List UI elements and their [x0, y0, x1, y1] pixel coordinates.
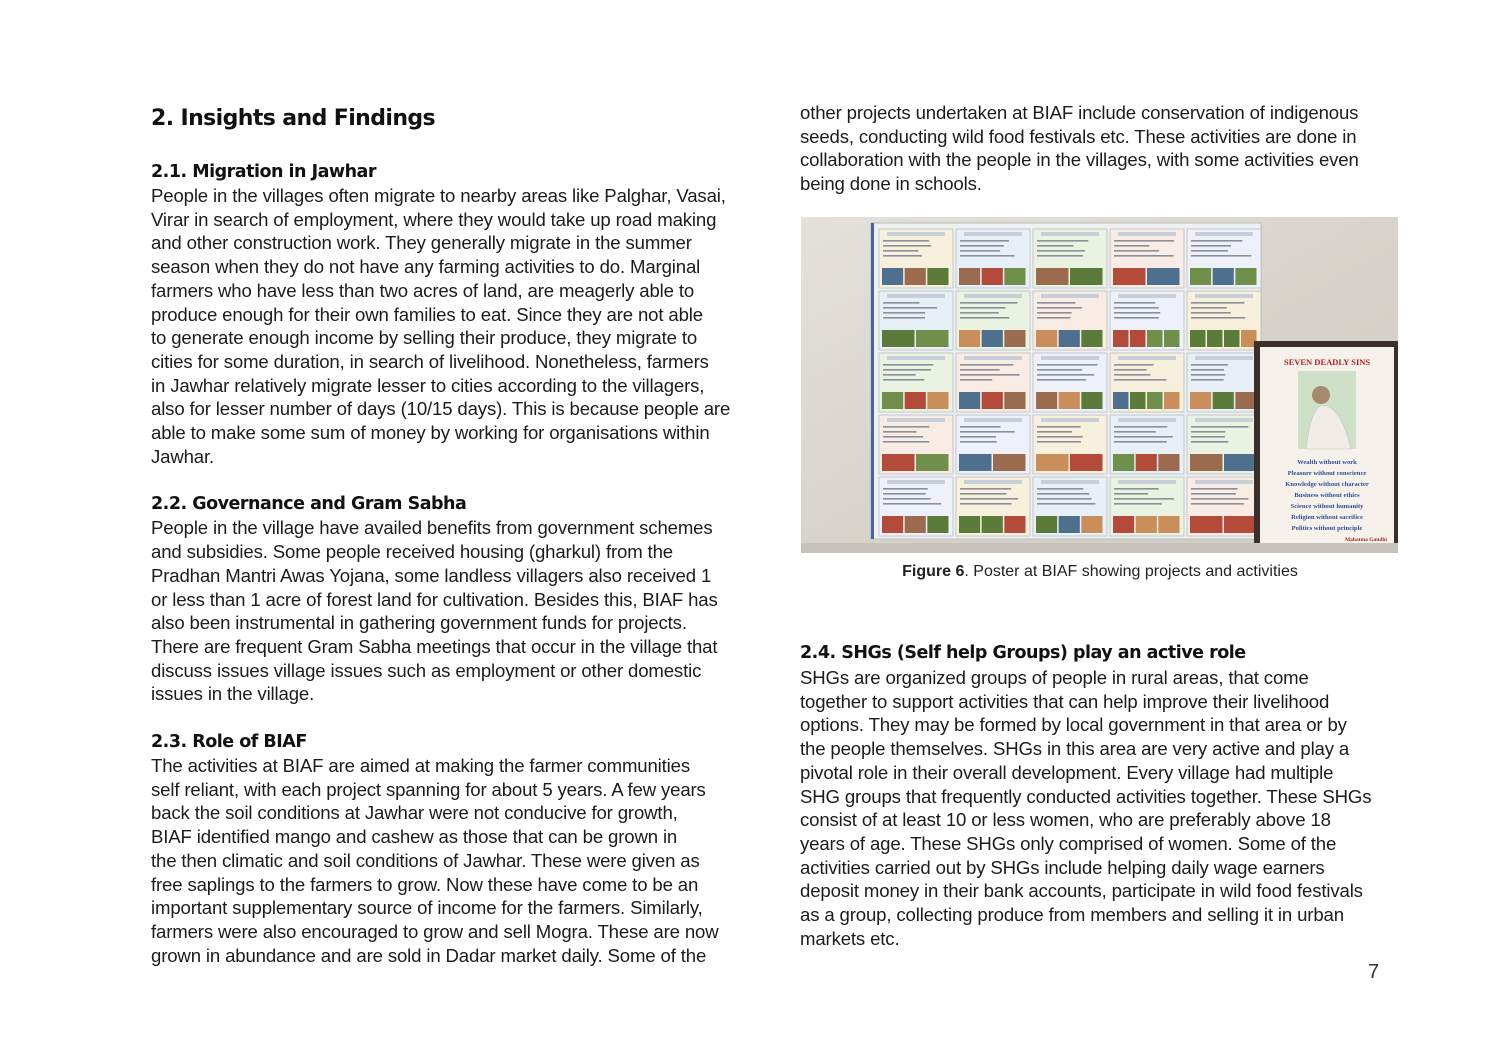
section-body-shg [800, 666, 1410, 950]
poster-panel-photo [1136, 516, 1157, 533]
poster-panel-text [1191, 250, 1228, 252]
figure-caption-text: . Poster at BIAF showing projects and activities [964, 563, 1298, 580]
poster-panel-header [887, 480, 945, 484]
poster-panel-text [883, 255, 922, 257]
poster-panel-photo [959, 454, 992, 471]
poster-photo-illustration [801, 217, 1398, 553]
poster-panel-text [1114, 498, 1174, 500]
poster-panel-header [1041, 480, 1099, 484]
poster-panel-text [1191, 426, 1248, 428]
poster-panel-header [964, 418, 1022, 422]
poster-panel-photo [1164, 392, 1180, 409]
poster-panel-text [1114, 317, 1159, 319]
poster-panel-photo [927, 268, 948, 285]
poster-panel-photo [993, 454, 1026, 471]
text-line: collaboration with the people in the villages, with some activities even [800, 149, 1359, 171]
poster-panel-photo [916, 454, 949, 471]
poster-panel-photo [1147, 330, 1163, 347]
poster-panel-header [964, 356, 1022, 360]
poster-panel-photo [1147, 392, 1163, 409]
text-line: Jawhar. [151, 445, 215, 467]
poster-panel-photo [1036, 330, 1057, 347]
poster-panel-text [1191, 436, 1225, 438]
poster-panel-text [1191, 307, 1227, 309]
poster-panel-photo [1113, 268, 1146, 285]
text-line: activities carried out by SHGs include helping daily wage earners [800, 856, 1325, 878]
poster-panel-text [1114, 503, 1162, 505]
poster-panel-photo [1070, 454, 1103, 471]
text-line: years of age. These SHGs only comprised of women. Some of the [800, 832, 1337, 854]
sign-title: SEVEN DEADLY SINS [1283, 357, 1371, 367]
poster-panel-text [1037, 240, 1088, 242]
poster-panel-text [1191, 493, 1236, 495]
poster-panel-photo [1190, 516, 1223, 533]
poster-panel-photo [927, 392, 948, 409]
poster-panel-photo [1190, 268, 1211, 285]
poster-panel-text [1114, 436, 1173, 438]
poster-panel-text [883, 240, 929, 242]
poster-panel-text [1037, 250, 1085, 252]
poster-panel-header [1195, 232, 1253, 236]
right-column-continuation [800, 101, 1410, 196]
poster-panel-text [1191, 379, 1224, 381]
poster-panel-text [960, 493, 1006, 495]
sign-line: Science without humanity [1290, 503, 1364, 510]
poster-panel-photo [1113, 330, 1129, 347]
poster-panel-photo [1190, 392, 1211, 409]
poster-panel-header [1118, 232, 1176, 236]
poster-panel-text [1114, 379, 1166, 381]
text-line: markets etc. [800, 927, 900, 949]
poster-panel-text [960, 436, 996, 438]
poster-panel-text [883, 312, 925, 314]
poster-panel-header [1195, 356, 1253, 360]
poster-panel-header [1118, 418, 1176, 422]
poster-panel-photo [1190, 454, 1223, 471]
poster-panel-text [1037, 374, 1094, 376]
poster-panel-header [964, 480, 1022, 484]
figure-caption [800, 563, 1400, 581]
text-line: or less than 1 acre of forest land for cultivation. Besides this, BIAF has [151, 588, 718, 610]
section-body-governance [151, 516, 761, 706]
poster-panel-header [887, 232, 945, 236]
text-line: being done in schools. [800, 173, 982, 195]
poster-panel-photo [982, 392, 1003, 409]
poster-panel-text [1037, 441, 1081, 443]
poster-panel-photo [1004, 516, 1025, 533]
sign-line: Religion without sacrifice [1291, 514, 1363, 521]
poster-panel-photo [1158, 454, 1179, 471]
text-line: farmers were also encouraged to grow and sell Mogra. These are now [151, 920, 719, 942]
poster-panel-text [883, 488, 928, 490]
text-line: Pradhan Mantri Awas Yojana, some landless villagers also received 1 [151, 564, 712, 586]
page-number: 7 [1368, 961, 1380, 983]
text-line: the people themselves. SHGs in this area are very active and play a [800, 738, 1350, 760]
poster-panel-photo [1147, 268, 1180, 285]
text-line: People in the villages often migrate to nearby areas like Palghar, Vasai, [151, 185, 726, 206]
poster-panel-photo [1224, 330, 1240, 347]
text-line: options. They may be formed by local government in that area or by [800, 714, 1347, 736]
text-line: the then climatic and soil conditions of Jawhar. These were given as [151, 849, 700, 871]
poster-panels [879, 229, 1261, 536]
poster-panel-text [960, 255, 1015, 257]
left-column [151, 104, 761, 967]
poster-panel-text [1037, 245, 1074, 247]
poster-panel-text [883, 431, 916, 433]
poster-panel-text [1114, 493, 1148, 495]
sign-line: Business without ethics [1294, 492, 1360, 499]
poster-panel-text [960, 503, 1012, 505]
text-line: and other construction work. They generally migrate in the summer [151, 232, 692, 254]
poster-panel-text [1114, 240, 1174, 242]
poster-panel-text [1114, 245, 1149, 247]
poster-panel-header [1195, 418, 1253, 422]
sign-line: Knowledge without character [1285, 481, 1369, 488]
poster-panel-photo [1113, 516, 1134, 533]
text-line: The activities at BIAF are aimed at making the farmer communities [151, 755, 690, 777]
poster-panel-photo [1213, 268, 1234, 285]
text-line: cities for some duration, in search of livelihood. Nonetheless, farmers [151, 350, 709, 372]
poster-panel-text [960, 312, 999, 314]
poster-panel-text [1191, 312, 1231, 314]
poster-panel-text [1191, 503, 1244, 505]
poster-panel-text [960, 431, 1015, 433]
poster-panel-text [883, 302, 919, 304]
text-line: also been instrumental in gathering government funds for projects. [151, 612, 687, 634]
poster-panel-photo [982, 516, 1003, 533]
text-line: as a group, collecting produce from members and selling it in urban [800, 904, 1344, 926]
poster-panel-text [1191, 431, 1225, 433]
text-line: BIAF identified mango and cashew as those that can be grown in [151, 826, 678, 848]
sign-line: Pleasure without conscience [1287, 470, 1367, 477]
poster-panel-text [883, 317, 925, 319]
text-line: SHGs are organized groups of people in rural areas, that come [800, 667, 1309, 688]
poster-panel-photo [1164, 330, 1180, 347]
poster-panel-photo [1059, 392, 1080, 409]
poster-panel-text [883, 369, 931, 371]
poster-panel-header [964, 232, 1022, 236]
poster-panel-text [883, 493, 926, 495]
poster-panel-text [960, 488, 1011, 490]
wall-trim [801, 543, 1398, 553]
text-line: important supplementary source of income for the farmers. Similarly, [151, 897, 703, 919]
poster-panel-photo [959, 516, 980, 533]
poster-panel-text [960, 302, 1017, 304]
poster-panel-text [960, 369, 1000, 371]
poster-panel-photo [1224, 454, 1257, 471]
poster-panel-photo [882, 454, 915, 471]
poster-panel-text [1191, 245, 1231, 247]
poster-panel-text [1191, 441, 1228, 443]
poster-panel-text [1114, 312, 1160, 314]
poster-panel-photo [1235, 392, 1256, 409]
poster-panel-header [1041, 294, 1099, 298]
text-line: other projects undertaken at BIAF include conservation of indigenous [800, 102, 1359, 123]
poster-panel-photo [1136, 454, 1157, 471]
poster-panel-text [1114, 250, 1159, 252]
poster-panel-text [960, 374, 1020, 376]
poster-panel-text [1037, 317, 1070, 319]
poster-panel-text [1037, 503, 1095, 505]
poster-panel-text [960, 307, 1006, 309]
poster-panel-text [1037, 312, 1072, 314]
poster-panel-text [1037, 488, 1083, 490]
poster-panel-text [883, 441, 929, 443]
poster-panel-text [1191, 369, 1224, 371]
poster-panel-photo [1004, 392, 1025, 409]
poster-panel-text [1114, 441, 1167, 443]
poster-panel-text [1037, 431, 1072, 433]
portrait-head [1312, 386, 1330, 404]
poster-panel-text [1037, 255, 1083, 257]
poster-panel-text [1191, 302, 1244, 304]
text-line: discuss issues village issues such as employment or other domestic [151, 659, 702, 681]
poster-panel-photo [1036, 454, 1069, 471]
text-line: back the soil conditions at Jawhar were not conducive for growth, [151, 802, 678, 824]
poster-panel-photo [1130, 392, 1146, 409]
figure-label: Figure 6 [902, 563, 965, 580]
sign-line: Wealth without work [1297, 459, 1357, 466]
poster-panel-text [960, 498, 1018, 500]
poster-panel-text [960, 426, 1001, 428]
poster-panel-text [960, 379, 992, 381]
text-line: grown in abundance and are sold in Dadar market daily. Some of the [151, 944, 707, 966]
poster-panel-text [1191, 498, 1248, 500]
text-line: season when they do not have any farming activities to do. Marginal [151, 256, 701, 278]
text-line: self reliant, with each project spanning for about 5 years. A few years [151, 778, 706, 800]
poster-panel-text [883, 250, 918, 252]
text-line: seeds, conducting wild food festivals etc. These activities are done in [800, 125, 1357, 147]
poster-panel-photo [882, 392, 903, 409]
poster-panel-header [1195, 480, 1253, 484]
poster-panel-text [883, 374, 916, 376]
poster-panel-photo [1081, 392, 1102, 409]
poster-panel-photo [1004, 268, 1025, 285]
text-line: also for lesser number of days (10/15 days). This is because people are [151, 398, 731, 420]
poster-panel-photo [1113, 392, 1129, 409]
poster-panel-photo [1190, 330, 1206, 347]
section-title-migration: 2.1. Migration in Jawhar [151, 162, 376, 182]
poster-edge-stripe [871, 223, 874, 539]
poster-panel-text [883, 364, 933, 366]
text-line: to generate enough income by selling their produce, they migrate to [151, 327, 698, 349]
poster-panel-photo [959, 268, 980, 285]
text-line: able to make some sum of money by working for organisations within [151, 422, 710, 444]
text-line: SHG groups that frequently conducted activities together. These SHGs [800, 785, 1372, 807]
poster-panel-photo [1059, 516, 1080, 533]
poster-panel-photo [1235, 268, 1256, 285]
poster-panel-text [883, 307, 937, 309]
poster-panel-text [1114, 426, 1167, 428]
poster-panel-text [1037, 379, 1086, 381]
poster-panel-photo [905, 392, 926, 409]
poster-panel-photo [882, 268, 903, 285]
poster-panel-photo [1158, 516, 1179, 533]
poster-panel-text [1037, 302, 1075, 304]
poster-panel-text [1114, 431, 1156, 433]
page-heading: 2. Insights and Findings [151, 106, 436, 131]
poster-panel-photo [882, 330, 915, 347]
poster-panel-photo [1130, 330, 1146, 347]
poster-panel-photo [882, 516, 903, 533]
poster-panel-photo [1207, 330, 1223, 347]
continuation-body [800, 101, 1410, 196]
poster-panel-text [1114, 364, 1154, 366]
poster-panel-header [1041, 356, 1099, 360]
poster-panel-text [883, 503, 941, 505]
text-line: pivotal role in their overall development. Every village had multiple [800, 761, 1334, 783]
poster-panel-text [1037, 307, 1082, 309]
poster-panel-text [1114, 488, 1159, 490]
poster-panel-header [1118, 294, 1176, 298]
poster-panel-text [1114, 369, 1147, 371]
poster-panel-photo [982, 268, 1003, 285]
section-title-governance: 2.2. Governance and Gram Sabha [151, 494, 467, 515]
poster-panel-photo [1036, 392, 1057, 409]
poster-panel-header [1118, 480, 1176, 484]
poster-panel-header [1041, 418, 1099, 422]
poster-panel-text [1037, 364, 1098, 366]
poster-panel-header [887, 418, 945, 422]
poster-panel-photo [959, 330, 980, 347]
poster-panel-photo [1036, 516, 1057, 533]
poster-panel-header [1041, 232, 1099, 236]
poster-panel-text [960, 441, 997, 443]
sign-attribution: Mahatma Gandhi [1344, 537, 1388, 543]
text-line: There are frequent Gram Sabha meetings that occur in the village that [151, 635, 718, 657]
poster-panel-photo [959, 392, 980, 409]
figure-photo-poster [801, 217, 1398, 553]
text-line: People in the village have availed benefits from government schemes [151, 517, 713, 539]
poster-panel-photo [1081, 516, 1102, 533]
poster-panel-photo [1059, 330, 1080, 347]
text-line: consist of at least 10 or less women, who are preferably above 18 [800, 809, 1331, 831]
poster-panel-text [960, 364, 1013, 366]
poster-panel-text [1037, 498, 1092, 500]
poster-panel-header [887, 356, 945, 360]
poster-panel-photo [1070, 268, 1103, 285]
text-line: deposit money in their bank accounts, participate in wild food festivals [800, 880, 1363, 902]
poster-panel-photo [982, 330, 1003, 347]
text-line: free saplings to the farmers to grow. Now these have come to be an [151, 873, 699, 895]
text-line: in Jawhar relatively migrate lesser to cities according to the villagers, [151, 374, 705, 396]
poster-panel-photo [1036, 268, 1069, 285]
poster-panel-text [883, 436, 923, 438]
poster-panel-text [883, 498, 931, 500]
poster-panel-header [964, 294, 1022, 298]
poster-panel-text [1191, 255, 1251, 257]
poster-panel-text [1114, 302, 1155, 304]
poster-panel-header [1195, 294, 1253, 298]
poster-panel-text [1191, 364, 1228, 366]
poster-panel-text [960, 317, 1009, 319]
poster-panel-text [1191, 374, 1225, 376]
sign-line: Politics without principle [1291, 525, 1363, 532]
text-line: farmers who have less than two acres of land, are meagerly able to [151, 279, 695, 301]
poster-panel-text [1114, 255, 1174, 257]
poster-panel-photo [1004, 330, 1025, 347]
text-line: and subsidies. Some people received housing (gharkul) from the [151, 541, 673, 563]
poster-panel-text [960, 245, 1004, 247]
poster-panel-text [1037, 426, 1081, 428]
section-body-migration [151, 184, 761, 468]
poster-panel-photo [1081, 330, 1102, 347]
poster-panel-photo [1224, 516, 1257, 533]
poster-panel-photo [916, 330, 949, 347]
poster-panel-header [1118, 356, 1176, 360]
text-line: together to support activities that can help improve their livelihood [800, 690, 1330, 712]
poster-panel-text [883, 426, 929, 428]
poster-panel-text [960, 240, 1009, 242]
poster-panel-text [960, 250, 1000, 252]
poster-panel-text [1114, 374, 1150, 376]
poster-panel-photo [905, 268, 926, 285]
poster-panel-text [1037, 369, 1082, 371]
poster-panel-text [883, 245, 931, 247]
section-body-biaf [151, 754, 761, 967]
poster-panel-text [1191, 317, 1245, 319]
text-line: issues in the village. [151, 683, 315, 705]
section-title-shg: 2.4. SHGs (Self help Groups) play an active role [800, 643, 1246, 663]
poster-panel-text [1191, 488, 1237, 490]
poster-panel-photo [1113, 454, 1134, 471]
poster-panel-text [1037, 436, 1083, 438]
section-title-biaf: 2.3. Role of BIAF [151, 732, 307, 753]
poster-panel-text [1037, 493, 1089, 495]
poster-panel-photo [1213, 392, 1234, 409]
poster-panel-text [1114, 307, 1159, 309]
poster-panel-text [1191, 240, 1242, 242]
poster-panel-photo [927, 516, 948, 533]
poster-panel-text [883, 379, 924, 381]
poster-panel-header [887, 294, 945, 298]
poster-panel-photo [905, 516, 926, 533]
text-line: Virar in search of employment, where they would take up road making [151, 208, 717, 230]
text-line: produce enough for their own families to eat. Since they are not able [151, 303, 703, 325]
